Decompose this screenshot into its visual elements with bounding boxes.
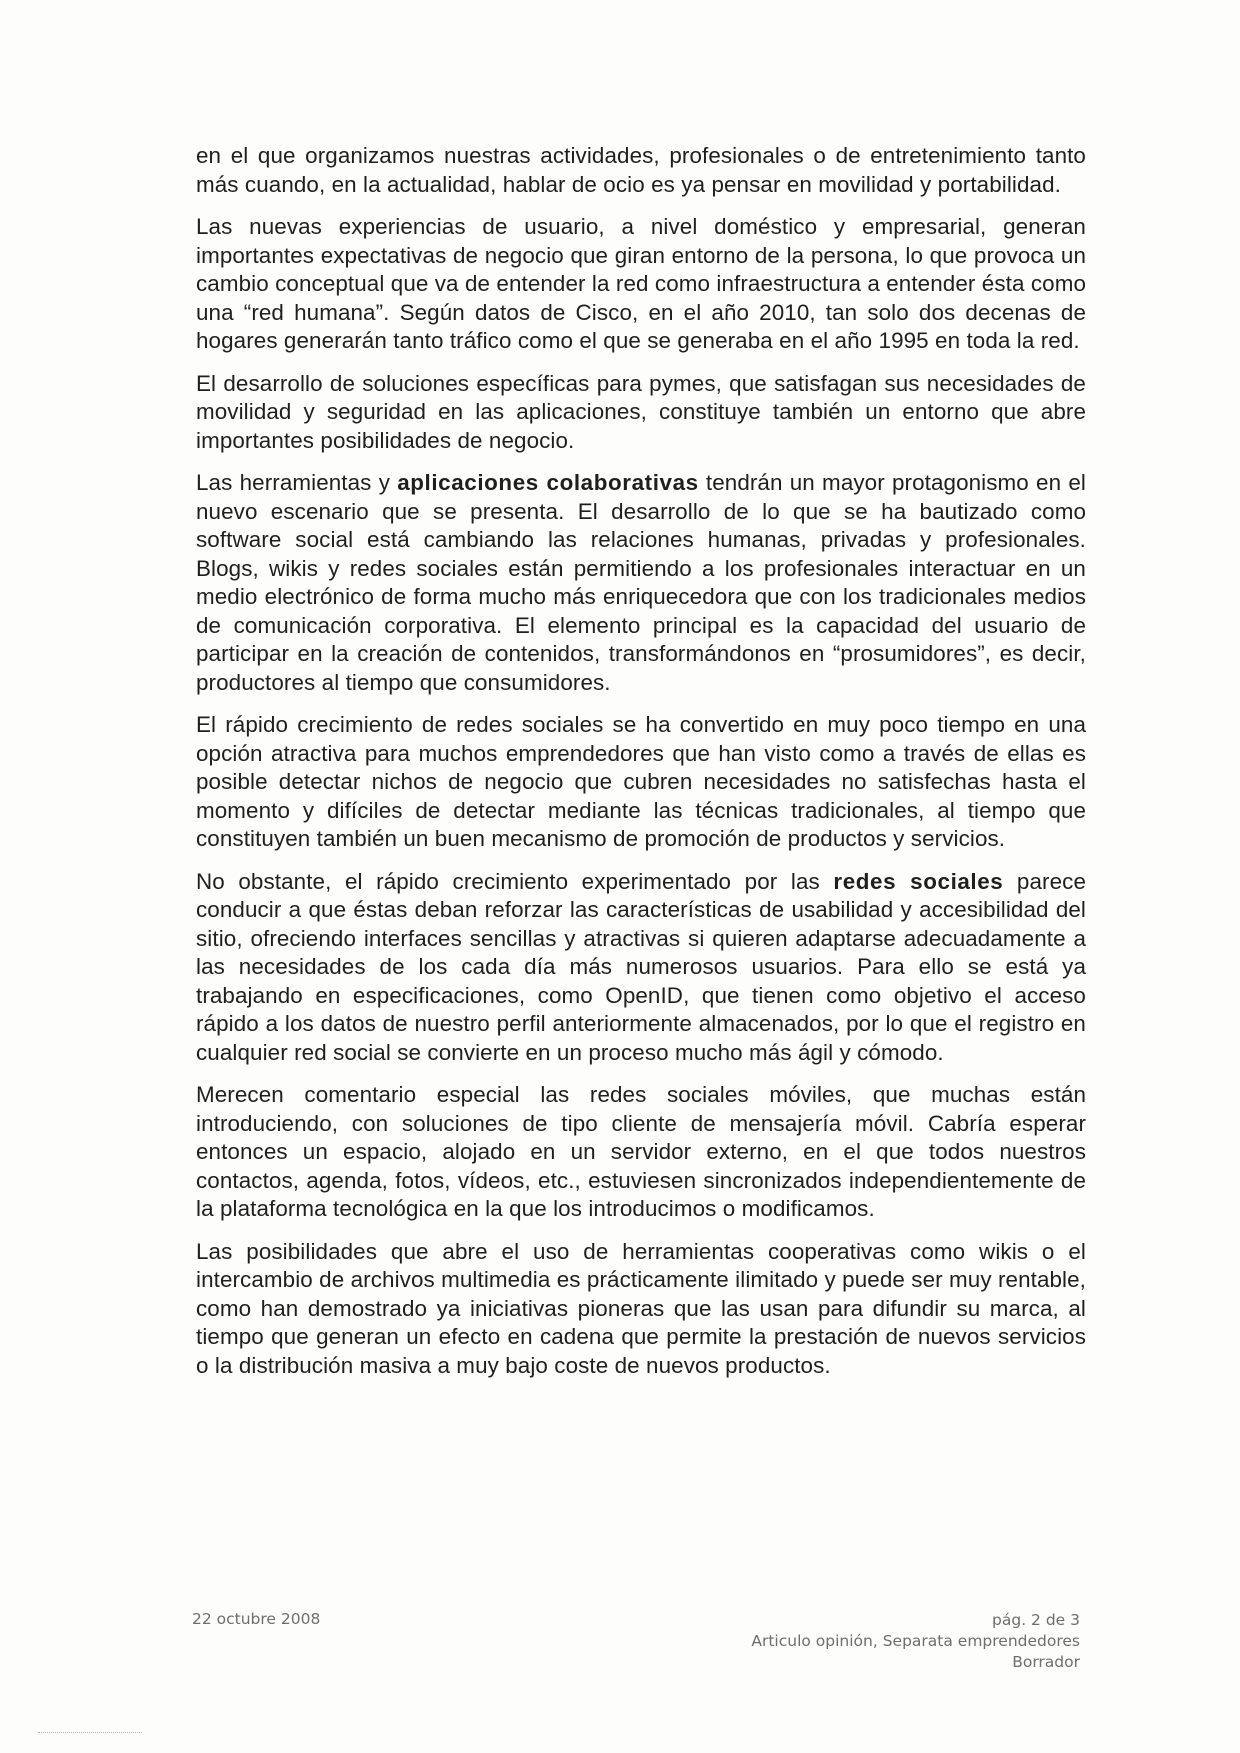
document-status: Borrador [1012, 1653, 1080, 1671]
paragraph [196, 1238, 1086, 1381]
paragraph [196, 370, 1086, 456]
paragraph [196, 868, 1086, 1068]
text-run: tendrán un mayor protagonismo en el nuevo escenario que se presenta. El desarrollo de lo que se ha bautizado como software social está cambiando las relaciones humanas, privadas y profesionales. Blogs, wikis y redes sociales están permitiendo a los profesionales interactuar en un medio electrónico de forma mucho más enriquecedora que con los tradicionales medios de comunicación corporativa. El elemento principal es la capacidad del usuario de participar en la creación de contenidos, transformándonos en “prosumidores”, es decir, productores al tiempo que consumidores. [196, 470, 1086, 695]
text-run: Las posibilidades que abre el uso de herramientas cooperativas como wikis o el intercambio de archivos multimedia es prácticamente ilimitado y puede ser muy rentable, como han demostrado ya iniciativas pioneras que las usan para difundir su marca, al tiempo que generan un efecto en cadena que permite la prestación de nuevos servicios o la distribución masiva a muy bajo coste de nuevos productos. [196, 1238, 1086, 1378]
paragraph [196, 1081, 1086, 1224]
text-run: parece conducir a que éstas deban reforzar las características de usabilidad y accesibilidad del sitio, ofreciendo interfaces sencillas y atractivas si quieren adaptarse adecuadamente a las necesidades de los cada día más numerosos usuarios. Para ello se está ya trabajando en especificaciones, como OpenID, que tienen como objetivo el acceso rápido a los datos de nuestro perfil anteriormente almacenados, por lo que el registro en cualquier red social se convierte en un proceso mucho más ágil y cómodo. [196, 868, 1086, 1065]
text-run: en el que organizamos nuestras actividades, profesionales o de entretenimiento tanto más cuando, en la actualidad, hablar de ocio es ya pensar en movilidad y portabilidad. [196, 143, 1086, 197]
bold-phrase: redes sociales [833, 868, 1004, 894]
text-run: El desarrollo de soluciones específicas para pymes, que satisfagan sus necesidades de movilidad y seguridad en las aplicaciones, constituye también un entorno que abre importantes posibilidades de negocio. [196, 370, 1086, 453]
document-body [196, 142, 1086, 1394]
page-number: pág. 2 de 3 [992, 1611, 1080, 1629]
footer-section: Articulo opinión, Separata emprendedores [751, 1632, 1080, 1650]
text-run: Las nuevas experiencias de usuario, a nivel doméstico y empresarial, generan importantes expectativas de negocio que giran entorno de la persona, lo que provoca un cambio conceptual que va de entender la red como infraestructura a entender ésta como una “red humana”. Según datos de Cisco, en el año 2010, tan solo dos decenas de hogares generarán tanto tráfico como el que se generaba en el año 1995 en toda la red. [196, 214, 1086, 353]
scan-artifact-line [38, 1732, 142, 1733]
text-run: Merecen comentario especial las redes sociales móviles, que muchas están introduciendo, con soluciones de tipo cliente de mensajería móvil. Cabría esperar entonces un espacio, alojado en un servidor externo, en el que todos nuestros contactos, agenda, fotos, vídeos, etc., estuviesen sincronizados independientemente de la plataforma tecnológica en la que los introducimos o modificamos. [196, 1082, 1086, 1221]
text-run: No obstante, el rápido crecimiento experimentado por las [196, 868, 834, 894]
bold-phrase: aplicaciones colaborativas [397, 470, 699, 495]
text-run: Las herramientas y [196, 470, 398, 495]
paragraph [196, 711, 1086, 854]
footer-date: 22 octubre 2008 [192, 1610, 321, 1628]
paragraph [196, 469, 1086, 697]
footer-info [751, 1610, 1080, 1673]
paragraph [196, 213, 1086, 356]
text-run: El rápido crecimiento de redes sociales se ha convertido en muy poco tiempo en una opción atractiva para muchos emprendedores que han visto como a través de ellas es posible detectar nichos de negocio que cubren necesidades no satisfechas hasta el momento y difíciles de detectar mediante las técnicas tradicionales, al tiempo que constituyen también un buen mecanismo de promoción de productos y servicios. [196, 712, 1086, 851]
paragraph [196, 142, 1086, 199]
